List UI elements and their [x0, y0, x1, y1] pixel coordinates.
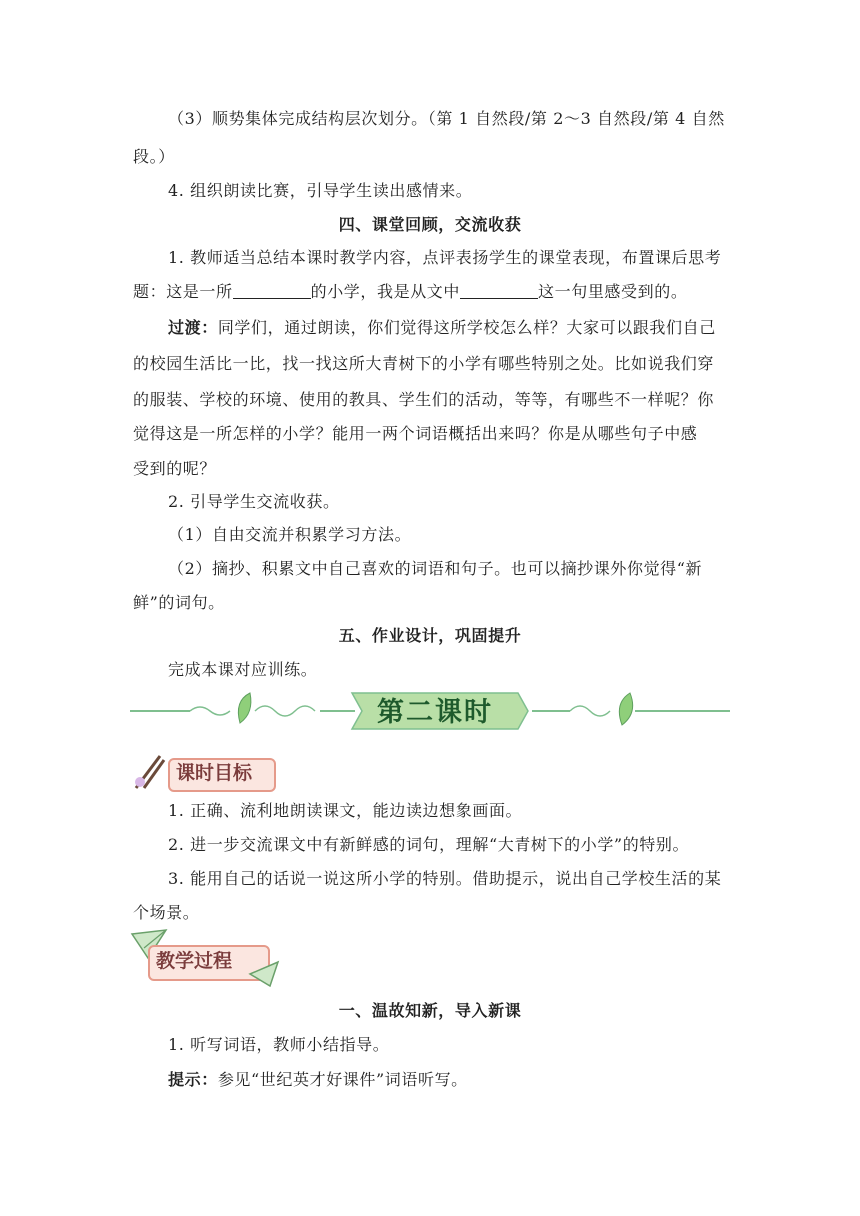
section-heading: 四、课堂回顾，交流收获: [338, 215, 522, 234]
leaf-icon: [619, 693, 632, 725]
paragraph-line: 受到的呢？: [133, 459, 217, 478]
text-span: 的小学，我是从文中: [310, 282, 461, 301]
paragraph-line: 4. 组织朗读比赛，引导学生读出感情来。: [168, 181, 473, 200]
goal-line: 3. 能用自己的话说一说这所小学的特别。借助提示，说出自己学校生活的某: [168, 869, 722, 888]
paragraph-line: 2. 引导学生交流收获。: [168, 492, 340, 511]
text-span: 同学们，通过朗读，你们觉得这所学校怎么样？大家可以跟我们自己: [217, 318, 716, 337]
paragraph-line: 的校园生活比一比，找一找这所大青树下的小学有哪些特别之处。比如说我们穿: [133, 354, 715, 373]
section-tag: 教学过程: [156, 950, 233, 972]
paragraph-line: 1. 听写词语，教师小结指导。: [168, 1035, 390, 1054]
text-span: 题：这是一所: [133, 282, 233, 301]
section-heading: 五、作业设计，巩固提升: [338, 626, 522, 645]
fill-blank: [233, 282, 311, 299]
leaf-icon: [238, 693, 251, 723]
transition-label: 过渡：: [168, 318, 218, 337]
text-span: 参见“世纪英才好课件”词语听写。: [217, 1070, 468, 1089]
paragraph-line: 鲜”的词句。: [133, 593, 225, 612]
text-span: 这一句里感受到的。: [538, 282, 688, 301]
section-heading: 一、温故知新，导入新课: [338, 1001, 522, 1020]
goal-line: 个场景。: [133, 903, 200, 922]
goal-line: 2. 进一步交流课文中有新鲜感的词句，理解“大青树下的小学”的特别。: [168, 835, 690, 854]
paper-plane-icon: [248, 960, 280, 988]
banner-title: 第二课时: [377, 697, 493, 728]
paragraph-line: 段。）: [133, 147, 175, 166]
paragraph-line: （3）顺势集体完成结构层次划分。（第 1 自然段/第 2～3 自然段/第 4 自然: [168, 109, 725, 128]
paragraph-line: [168, 1069, 468, 1091]
paragraph-line: 的服装、学校的环境、使用的教具、学生们的活动，等等，有哪些不一样呢？你: [133, 390, 715, 409]
feather-pen-icon: [130, 752, 170, 792]
paragraph-line: 觉得这是一所怎样的小学？能用一两个词语概括出来吗？你是从哪些句子中感: [133, 424, 698, 443]
paragraph-line: 1. 教师适当总结本课时教学内容，点评表扬学生的课堂表现，布置课后思考: [168, 248, 722, 267]
paragraph-line: 完成本课对应训练。: [168, 660, 318, 679]
paragraph-line: [168, 317, 716, 339]
paragraph-line: [133, 281, 687, 303]
goal-line: 1. 正确、流利地朗读课文，能边读边想象画面。: [168, 801, 523, 820]
fill-blank: [460, 282, 538, 299]
section-tag: 课时目标: [176, 762, 253, 784]
tip-label: 提示：: [168, 1070, 218, 1089]
paragraph-line: （2）摘抄、积累文中自己喜欢的词语和句子。也可以摘抄课外你觉得“新: [168, 559, 703, 578]
paragraph-line: （1）自由交流并积累学习方法。: [168, 525, 412, 544]
flower-icon: [135, 777, 145, 787]
